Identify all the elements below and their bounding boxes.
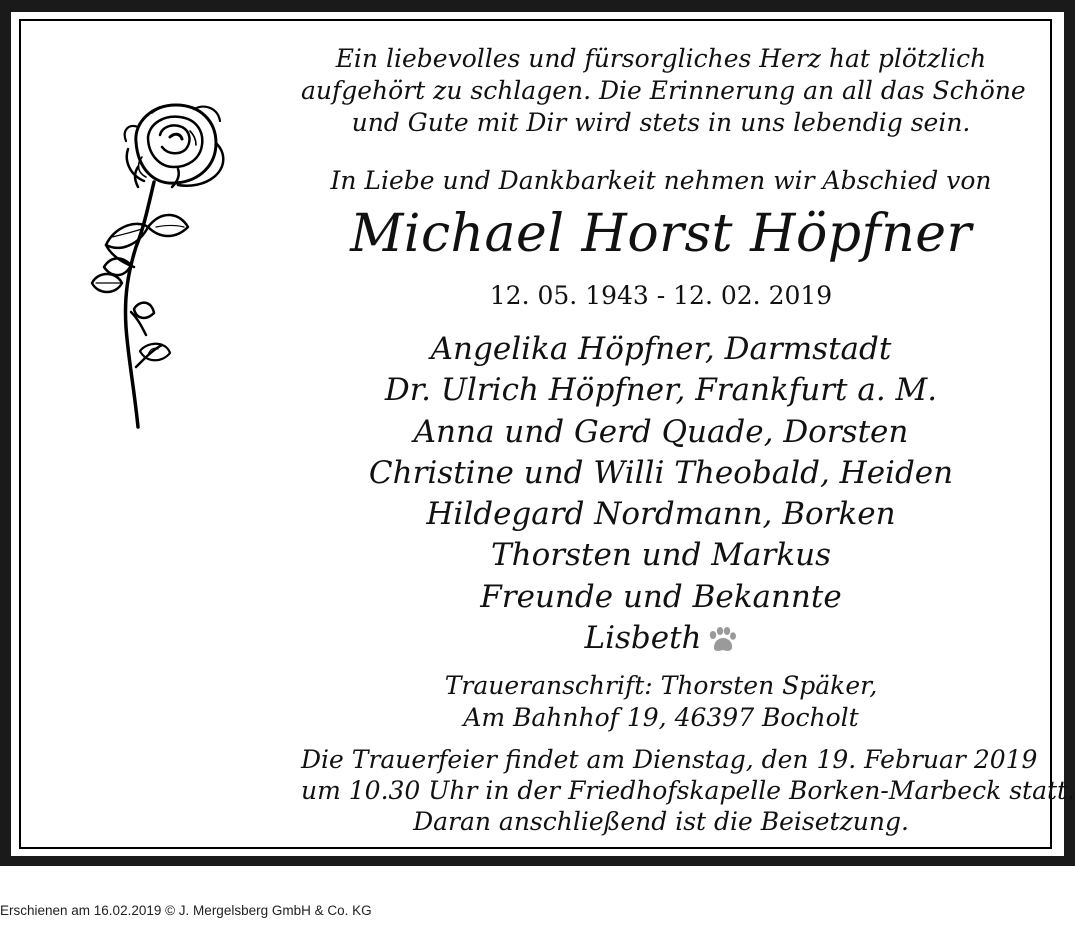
service-line: um 10.30 Uhr in der Friedhofskapelle Borken-Marbeck statt. (301, 776, 1075, 805)
mourner-entry: Hildegard Nordmann, Borken (426, 496, 896, 533)
intro-text (301, 43, 1026, 139)
mourner-entry: Dr. Ulrich Höpfner, Frankfurt a. M. (384, 372, 938, 409)
condolence-address (301, 670, 1021, 734)
mourner-entry: Angelika Höpfner, Darmstadt (430, 331, 892, 367)
paw-print-icon (706, 626, 738, 654)
address-line: Am Bahnhof 19, 46397 Bocholt (463, 703, 859, 732)
mourner-entry-pet-name: Lisbeth (584, 620, 702, 657)
mourners-list (301, 329, 1021, 659)
intro-line: Ein liebevolles und fürsorgliches Herz hat plötzlich (335, 44, 987, 73)
mourner-entry-pet (301, 618, 1021, 659)
mourner-entry: Freunde und Bekannte (480, 578, 842, 615)
funeral-service-info (301, 744, 1075, 837)
address-line: Traueranschrift: Thorsten Späker, (444, 671, 878, 700)
rose-icon (76, 87, 236, 447)
intro-line: aufgehört zu schlagen. Die Erinnerung an all das Schöne (301, 76, 1026, 105)
service-line: Daran anschließend ist die Beisetzung. (413, 807, 909, 836)
intro-line: und Gute mit Dir wird stets in uns lebendig sein. (351, 108, 971, 137)
publication-footer: Erschienen am 16.02.2019 © J. Mergelsberg GmbH & Co. KG (0, 903, 372, 918)
mourner-entry: Christine und Willi Theobald, Heiden (368, 454, 954, 491)
mourner-entry: Anna und Gerd Quade, Dorsten (413, 413, 909, 450)
mourner-entry: Thorsten und Markus (491, 537, 831, 574)
farewell-line: In Liebe und Dankbarkeit nehmen wir Abschied von (330, 166, 992, 195)
obituary-card (11, 12, 1075, 856)
deceased-name: Michael Horst Höpfner (350, 204, 972, 264)
life-dates: 12. 05. 1943 - 12. 02. 2019 (489, 281, 833, 310)
service-line: Die Trauerfeier findet am Dienstag, den 19. Februar 2019 (301, 745, 1038, 774)
